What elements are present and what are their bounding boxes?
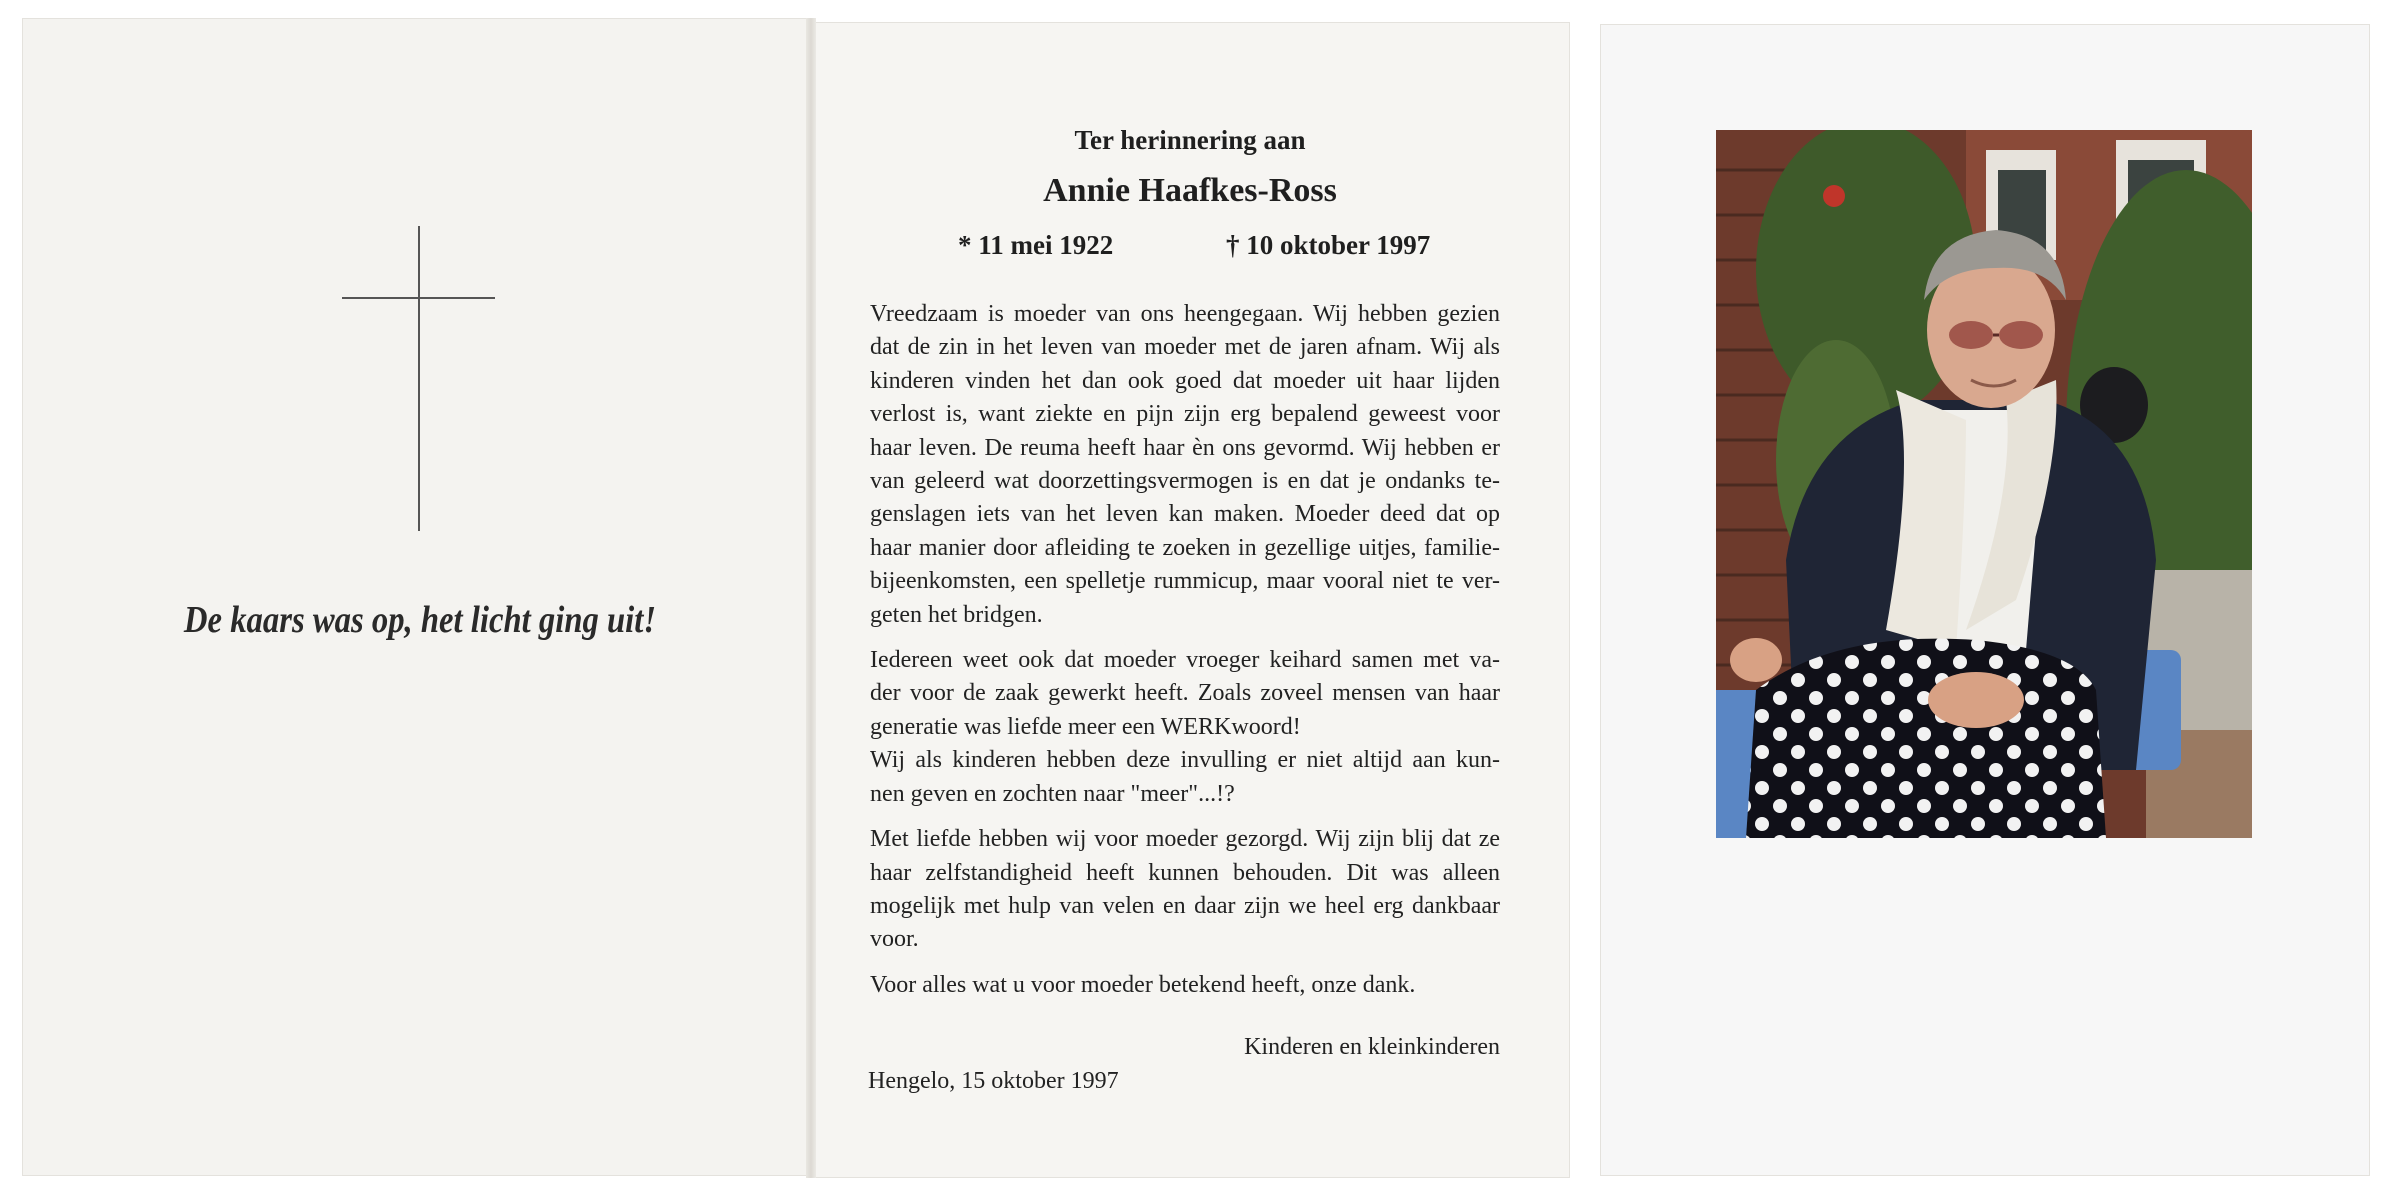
text-line: Voor alles wat u voor moeder betekend heeft, onze dank. <box>870 971 1416 998</box>
paragraph-gap <box>870 811 1500 823</box>
death-date: † 10 oktober 1997 <box>1226 230 1431 260</box>
photo-illustration <box>1716 130 2252 838</box>
text-line: voor. <box>870 926 919 953</box>
text-line: Vreedzaam is moeder van ons heengegaan. Wij hebben gezien <box>870 301 1500 327</box>
text-line: dat de zin in het leven van moeder met de jaren afnam. Wij als <box>870 334 1500 361</box>
card-left-page <box>22 18 812 1176</box>
text-line: der voor de zaak gewerkt heeft. Zoals zoveel mensen van haar <box>870 680 1500 707</box>
intro-heading: Ter herinnering aan <box>1074 125 1306 155</box>
text-line: bijeenkomsten, een spelletje rummicup, maar vooral niet te ver- <box>870 568 1500 595</box>
text-line: Iedereen weet ook dat moeder vroeger keihard samen met va- <box>870 647 1500 674</box>
paragraph-gap <box>870 632 1500 644</box>
paragraph-gap <box>870 957 1500 969</box>
cross-icon-horizontal <box>342 297 495 299</box>
place-date: Hengelo, 15 oktober 1997 <box>868 1068 1119 1094</box>
deceased-name: Annie Haafkes-Ross <box>1043 172 1337 209</box>
cross-icon-vertical <box>418 226 420 531</box>
text-line: haar zelfstandigheid heeft kunnen behouden. Dit was alleen <box>870 859 1500 886</box>
card-fold <box>806 18 816 1178</box>
portrait-photo <box>1716 130 2252 838</box>
signature: Kinderen en kleinkinderen <box>1244 1034 1500 1060</box>
memorial-text <box>870 298 1500 1002</box>
text-line: generatie was liefde meer een WERKwoord! <box>870 713 1301 740</box>
text-line: nen geven en zochten naar "meer"...!? <box>870 780 1235 807</box>
text-line: Wij als kinderen hebben deze invulling er niet altijd aan kun- <box>870 747 1500 774</box>
text-line: geten het bridgen. <box>870 601 1043 628</box>
motto-text: De kaars was op, het licht ging uit! <box>183 599 657 641</box>
text-line: van geleerd wat doorzettingsvermogen is en dat je ondanks te- <box>870 468 1500 495</box>
text-line: haar leven. De reuma heeft haar èn ons gevormd. Wij hebben er <box>870 434 1500 461</box>
text-line: Met liefde hebben wij voor moeder gezorgd. Wij zijn blij dat ze <box>870 826 1500 853</box>
text-line: haar manier door afleiding te zoeken in gezellige uitjes, familie- <box>870 534 1500 561</box>
birth-date: * 11 mei 1922 <box>958 230 1114 260</box>
text-line: kinderen vinden het dan ook goed dat moeder uit haar lijden <box>870 367 1500 394</box>
text-line: genslagen iets van het leven kan maken. Moeder deed dat op <box>870 501 1500 528</box>
text-line: verlost is, want ziekte en pijn zijn erg bepalend geweest voor <box>870 401 1500 428</box>
text-line: mogelijk met hulp van velen en daar zijn we heel erg dankbaar <box>870 892 1500 919</box>
